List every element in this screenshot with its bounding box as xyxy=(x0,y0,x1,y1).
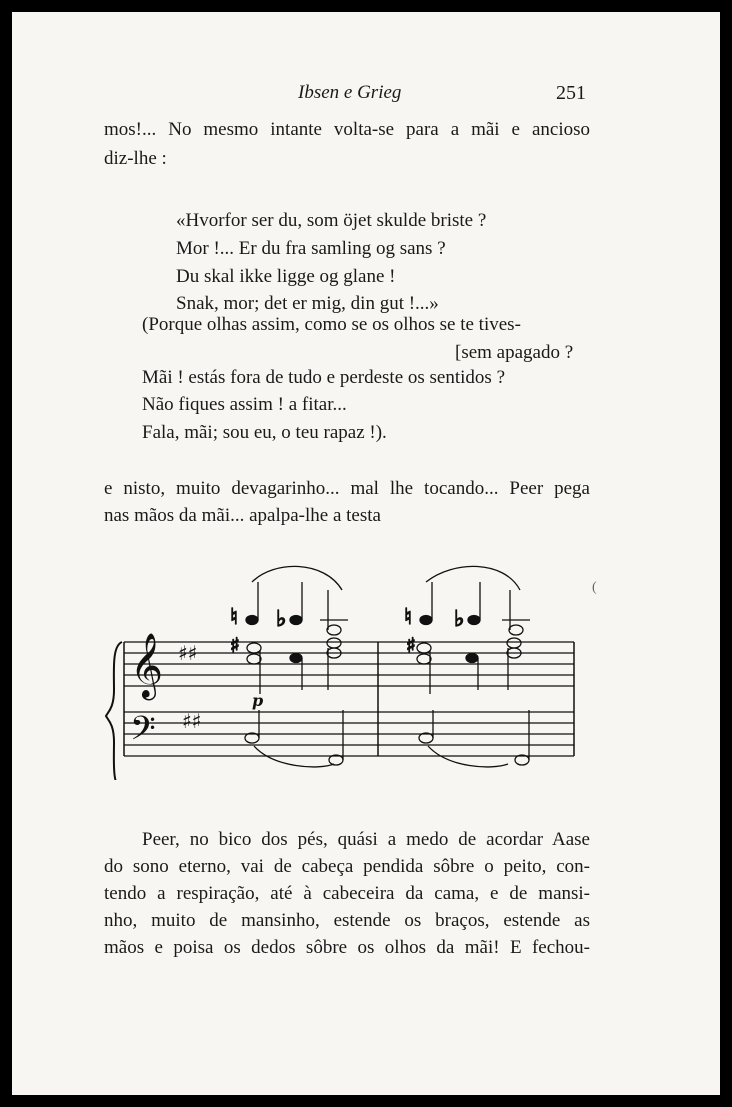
svg-text:♭: ♭ xyxy=(276,607,287,632)
treble-key-signature: ♯♯ xyxy=(178,641,198,665)
verse-norwegian-line-2: Mor !... Er du fra samling og sans ? xyxy=(176,238,446,259)
paragraph-3-line-2: do sono eterno, vai de cabeça pendida sôbre o peito, con- xyxy=(104,856,590,877)
paragraph-2-line-2: nas mãos da mãi... apalpa-lhe a testa xyxy=(104,505,381,526)
bass-clef-icon: 𝄢 xyxy=(130,710,156,756)
verse-portuguese-line-1: (Porque olhas assim, como se os olhos se te tives- xyxy=(142,314,521,335)
svg-text:♭: ♭ xyxy=(454,607,465,632)
verse-norwegian-line-4: Snak, mor; det er mig, din gut !...» xyxy=(176,293,439,314)
dynamic-marking: p xyxy=(252,691,264,710)
paragraph-3-line-4: nho, muito de mansinho, estende os braços, estende as xyxy=(104,910,590,931)
svg-text:♯: ♯ xyxy=(406,633,416,657)
svg-text:♮: ♮ xyxy=(230,605,238,630)
running-header-title: Ibsen e Grieg xyxy=(298,82,402,103)
treble-clef-icon: 𝄞 xyxy=(130,633,164,698)
paragraph-3-line-5: mãos e poisa os dedos sôbre os olhos da mãi! E fechou- xyxy=(104,937,590,958)
measure-1 xyxy=(230,566,348,767)
music-score-figure xyxy=(104,560,584,780)
page xyxy=(12,12,720,1095)
bass-key-signature: ♯♯ xyxy=(182,709,202,733)
paragraph-3-line-1: Peer, no bico dos pés, quási a medo de acordar Aase xyxy=(142,829,590,850)
margin-mark: ( xyxy=(592,580,597,595)
verse-portuguese-line-4: Fala, mãi; sou eu, o teu rapaz !). xyxy=(142,422,387,443)
paragraph-1-line-2: diz-lhe : xyxy=(104,148,167,169)
verse-norwegian-line-1: «Hvorfor ser du, som öjet skulde briste ? xyxy=(176,210,487,231)
page-number: 251 xyxy=(556,82,586,104)
paragraph-2-line-1: e nisto, muito devagarinho... mal lhe tocando... Peer pega xyxy=(104,478,590,499)
measure-2 xyxy=(404,566,530,767)
svg-text:♯: ♯ xyxy=(230,633,240,657)
paragraph-3-line-3: tendo a respiração, até à cabeceira da cama, e de mansi- xyxy=(104,883,590,904)
verse-portuguese-line-3: Não fiques assim ! a fitar... xyxy=(142,394,347,415)
verse-norwegian-line-3: Du skal ikke ligge og glane ! xyxy=(176,266,396,287)
paragraph-1-line-1: mos!... No mesmo intante volta-se para a mãi e ancioso xyxy=(104,119,590,140)
verse-portuguese-line-1-continuation: [sem apagado ? xyxy=(455,342,574,363)
verse-portuguese-line-2: Mãi ! estás fora de tudo e perdeste os sentidos ? xyxy=(142,367,506,388)
grand-staff-brace xyxy=(106,642,122,780)
svg-text:♮: ♮ xyxy=(404,605,412,630)
